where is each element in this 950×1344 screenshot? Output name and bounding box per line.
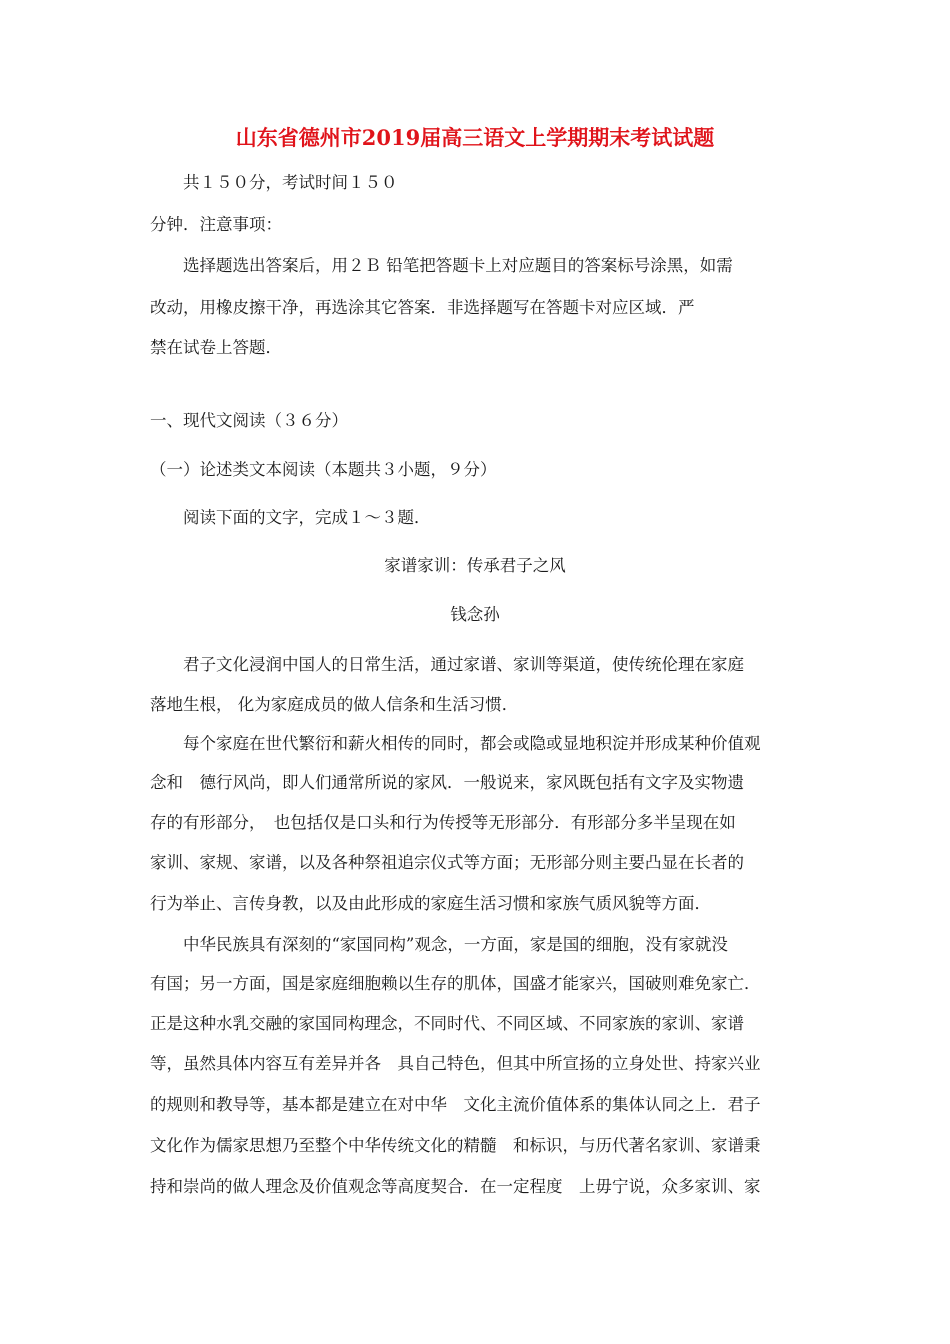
paragraph-line: 文化作为儒家思想乃至整个中华传统文化的精髓 和标识，与历代著名家训、家谱秉 <box>150 1136 761 1155</box>
paragraph-line: 持和崇尚的做人理念及价值观念等高度契合．在一定程度 上毋宁说，众多家训、家 <box>150 1177 761 1196</box>
paragraph-line: 念和 德行风尚，即人们通常所说的家风．一般说来，家风既包括有文字及实物遗 <box>150 773 744 792</box>
notice-heading-line: 分钟．注意事项： <box>150 215 282 234</box>
paragraph-line: 正是这种水乳交融的家国同构理念，不同时代、不同区域、不同家族的家训、家谱 <box>150 1014 744 1033</box>
paragraph-line: 君子文化浸润中国人的日常生活，通过家谱、家训等渠道，使传统伦理在家庭 <box>183 655 744 674</box>
notice-line: 禁在试卷上答题． <box>150 338 282 357</box>
paragraph-line: 落地生根， 化为家庭成员的做人信条和生活习惯． <box>150 695 519 714</box>
paragraph-line: 中华民族具有深刻的“家国同构”观念，一方面，家是国的细胞，没有家就没 <box>183 935 728 954</box>
section-heading: 一、现代文阅读（３６分） <box>150 411 348 430</box>
subsection-heading: （一）论述类文本阅读（本题共３小题，９分） <box>150 460 497 479</box>
article-author: 钱念孙 <box>450 605 500 624</box>
exam-info-line: 共１５０分，考试时间１５０ <box>183 173 398 192</box>
paragraph-line: 存的有形部分， 也包括仅是口头和行为传授等无形部分．有形部分多半呈现在如 <box>150 813 736 832</box>
paragraph-line: 每个家庭在世代繁衍和薪火相传的同时，都会或隐或显地积淀并形成某种价值观 <box>183 734 761 753</box>
paragraph-line: 等，虽然具体内容互有差异并各 具自己特色，但其中所宣扬的立身处世、持家兴业 <box>150 1054 761 1073</box>
reading-instruction: 阅读下面的文字，完成１～３题． <box>183 508 431 527</box>
notice-line: 改动，用橡皮擦干净，再选涂其它答案．非选择题写在答题卡对应区域．严 <box>150 298 695 317</box>
paragraph-line: 行为举止、言传身教，以及由此形成的家庭生活习惯和家族气质风貌等方面． <box>150 894 711 913</box>
notice-line: 选择题选出答案后，用２Ｂ 铅笔把答题卡上对应题目的答案标号涂黑，如需 <box>183 256 733 275</box>
paragraph-line: 的规则和教导等，基本都是建立在对中华 文化主流价值体系的集体认同之上．君子 <box>150 1095 761 1114</box>
article-title: 家谱家训：传承君子之风 <box>384 556 566 575</box>
paragraph-line: 家训、家规、家谱，以及各种祭祖追宗仪式等方面；无形部分则主要凸显在长者的 <box>150 853 744 872</box>
paragraph-line: 有国；另一方面，国是家庭细胞赖以生存的肌体，国盛才能家兴，国破则难免家亡． <box>150 974 761 993</box>
document-title: 山东省德州市2019届高三语文上学期期末考试试题 <box>235 125 715 150</box>
